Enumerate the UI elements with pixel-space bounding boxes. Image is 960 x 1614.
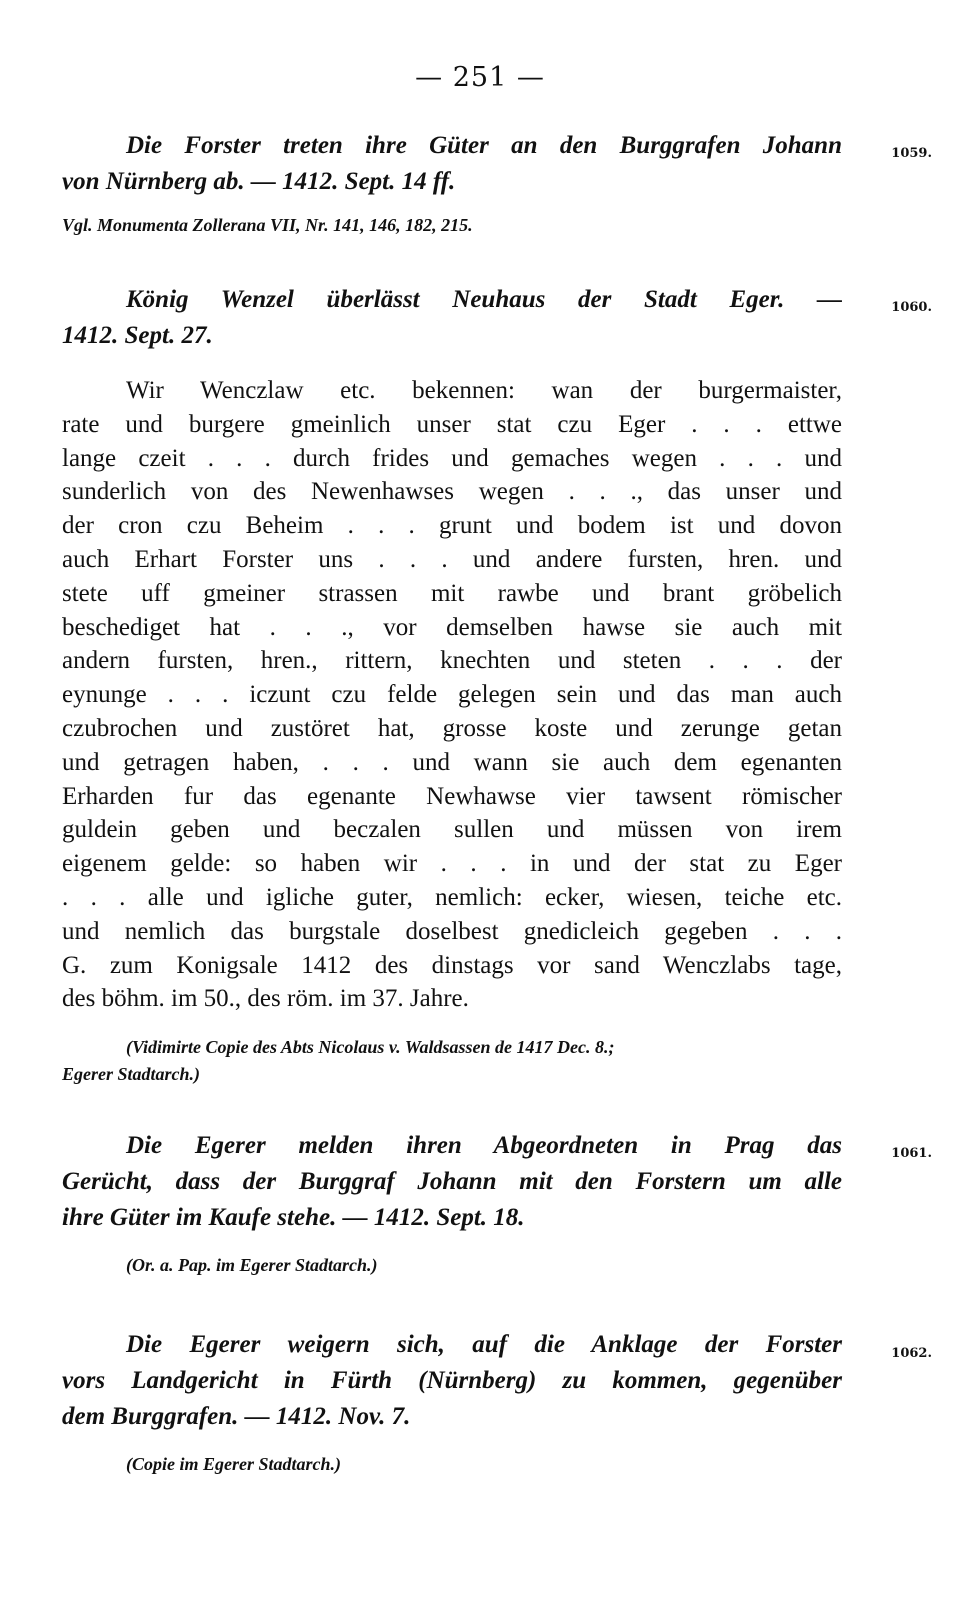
text-line: beschediget hat . . ., vor demselben hawse sie auch mit (62, 613, 842, 641)
entry-1059 (62, 128, 842, 238)
entry-reference: Vgl. Monumenta Zollerana VII, Nr. 141, 146, 182, 215. (62, 215, 473, 235)
source-line: (Or. a. Pap. im Egerer Stadtarch.) (126, 1255, 378, 1275)
text-line: rate und burgere gmeinlich unser stat czu Eger . . . ettwe (62, 410, 842, 438)
text-line: der cron czu Beheim . . . grunt und bodem ist und dovon (62, 512, 842, 540)
entry-number: 1062. (891, 1346, 932, 1361)
source-line: (Copie im Egerer Stadtarch.) (126, 1454, 341, 1474)
entry-heading (62, 1128, 842, 1236)
heading-line: König Wenzel überlässt Neuhaus der Stadt Eger. — (126, 286, 842, 313)
heading-line: von Nürnberg ab. — 1412. Sept. 14 ff. (62, 168, 456, 195)
source-line: (Vidimirte Copie des Abts Nicolaus v. Waldsassen de 1417 Dec. 8.; (126, 1037, 615, 1058)
text-line: lange czeit . . . durch frides und gemaches wegen . . . und (62, 444, 842, 472)
text-line: stete uff gmeiner strassen mit rawbe und brant gröbelich (62, 579, 842, 607)
text-line: eynunge . . . iczunt czu felde gelegen sein und das man auch (62, 681, 842, 709)
text-line: czubrochen und zustöret hat, grosse koste und zerunge getan (62, 714, 842, 742)
source-note (62, 1451, 842, 1478)
entry-heading (62, 1327, 842, 1435)
entry-heading (62, 128, 842, 200)
text-line: guldein geben und beczalen sullen und müssen von irem (62, 816, 842, 844)
heading-line: Die Egerer melden ihren Abgeordneten in Prag das (126, 1132, 842, 1159)
text-line: des böhm. im 50., des röm. im 37. Jahre. (62, 985, 469, 1013)
entry-heading (62, 282, 842, 354)
heading-line: vors Landgericht in Fürth (Nürnberg) zu kommen, gegenüber (62, 1367, 842, 1394)
source-note (62, 1252, 842, 1279)
entry-number: 1060. (891, 300, 932, 315)
text-line: und getragen haben, . . . und wann sie auch dem egenanten (62, 748, 842, 776)
text-line: G. zum Konigsale 1412 des dinstags vor sand Wenczlabs tage, (62, 951, 842, 979)
entry-number: 1059. (891, 146, 932, 161)
heading-line: Gerücht, dass der Burggraf Johann mit den Forstern um alle (62, 1168, 842, 1195)
text-line: andern fursten, hren., rittern, knechten und steten . . . der (62, 647, 842, 675)
heading-line: Die Forster treten ihre Güter an den Burggrafen Johann (126, 132, 842, 159)
heading-line: 1412. Sept. 27. (62, 322, 213, 349)
text-line: eigenem gelde: so haben wir . . . in und der stat zu Eger (62, 850, 842, 878)
text-line: . . . alle und igliche guter, nemlich: ecker, wiesen, teiche etc. (62, 883, 842, 911)
heading-line: ihre Güter im Kaufe stehe. — 1412. Sept. 18. (62, 1204, 525, 1231)
heading-line: Die Egerer weigern sich, auf die Anklage der Forster (126, 1331, 842, 1358)
source-line: Egerer Stadtarch.) (62, 1064, 201, 1085)
entry-1062 (62, 1327, 842, 1478)
text-line: und nemlich das burgstale doselbest gnedicleich gegeben . . . (62, 917, 842, 945)
page-number: — 251 — (415, 62, 545, 93)
text-line: sunderlich von des Newenhawses wegen . . ., das unser und (62, 478, 842, 506)
document-text (62, 374, 842, 1016)
heading-line: dem Burggrafen. — 1412. Nov. 7. (62, 1403, 411, 1430)
source-note (62, 1034, 842, 1088)
text-line: Wir Wenczlaw etc. bekennen: wan der burgermaister, (126, 377, 842, 404)
text-line: auch Erhart Forster uns . . . und andere fursten, hren. und (62, 545, 842, 573)
entry-1061 (62, 1128, 842, 1279)
entry-number: 1061. (891, 1146, 932, 1161)
text-line: Erharden fur das egenante Newhawse vier tawsent römischer (62, 782, 842, 810)
entry-1060 (62, 282, 842, 1088)
